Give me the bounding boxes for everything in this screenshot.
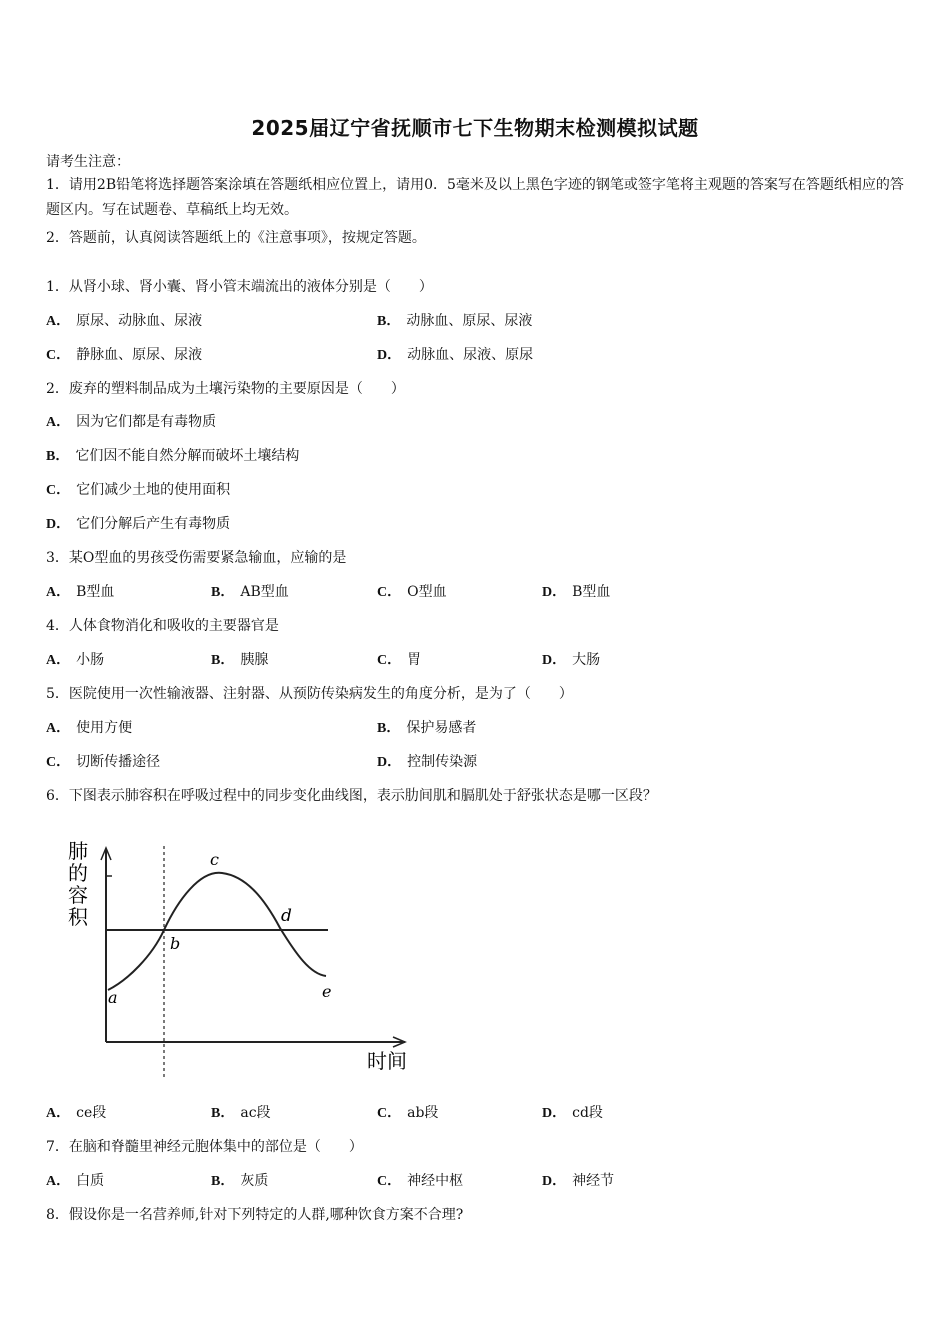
option-text: 小肠: [76, 652, 105, 668]
option-label: D．: [377, 755, 402, 770]
option-text: 胰腺: [240, 652, 269, 668]
q4-option-a[interactable]: [46, 650, 104, 671]
y-axis-label-char: 肺: [68, 839, 88, 863]
lung-volume-curve-svg: [60, 828, 420, 1082]
option-label: A．: [46, 721, 71, 736]
option-text: cd段: [572, 1105, 603, 1121]
question-4-stem: 4．人体食物消化和吸收的主要器官是: [46, 618, 279, 634]
q5-option-d[interactable]: [377, 752, 477, 773]
q2-option-c[interactable]: [46, 480, 230, 501]
q3-option-b[interactable]: [211, 582, 289, 603]
option-text: 神经节: [572, 1173, 615, 1189]
option-label: B．: [377, 721, 401, 736]
option-text: 使用方便: [76, 720, 133, 736]
option-label: A．: [46, 1106, 71, 1121]
option-label: C．: [46, 755, 71, 770]
point-label-b: b: [170, 934, 181, 953]
option-text: ce段: [76, 1105, 107, 1121]
option-label: B．: [211, 653, 235, 668]
question-7-stem: 7．在脑和脊髓里神经元胞体集中的部位是（ ）: [46, 1139, 363, 1155]
question-5-stem: 5．医院使用一次性输液器、注射器、从预防传染病发生的角度分析，是为了（ ）: [46, 686, 573, 702]
question-6-stem: 6．下图表示肺容积在呼吸过程中的同步变化曲线图，表示肋间肌和膈肌处于舒张状态是哪一区段？: [46, 788, 657, 804]
q3-option-a[interactable]: [46, 582, 114, 603]
point-label-e: e: [322, 982, 332, 1001]
option-text: 它们减少土地的使用面积: [76, 482, 231, 498]
option-label: B．: [377, 314, 401, 329]
option-text: AB型血: [240, 584, 289, 600]
option-text: 白质: [76, 1173, 105, 1189]
q3-option-d[interactable]: [542, 582, 610, 603]
option-label: A．: [46, 585, 71, 600]
option-text: 保护易感者: [406, 720, 477, 736]
q6-option-b[interactable]: [211, 1103, 271, 1124]
option-label: B．: [46, 449, 70, 464]
option-text: 它们因不能自然分解而破坏土壤结构: [75, 448, 300, 464]
q5-option-a[interactable]: [46, 718, 132, 739]
question-1-stem: 1．从肾小球、肾小囊、肾小管末端流出的液体分别是（ ）: [46, 279, 433, 295]
point-label-d: d: [281, 906, 292, 926]
option-text: 切断传播途径: [76, 754, 161, 770]
option-text: B型血: [76, 584, 115, 600]
option-text: 神经中枢: [407, 1173, 464, 1189]
q4-option-c[interactable]: [377, 650, 421, 671]
option-label: B．: [211, 1106, 235, 1121]
q4-option-d[interactable]: [542, 650, 600, 671]
option-label: B．: [211, 1174, 235, 1189]
point-label-c: c: [210, 850, 219, 869]
lung-volume-curve: [108, 873, 326, 990]
q6-option-a[interactable]: [46, 1103, 106, 1124]
option-text: 动脉血、原尿、尿液: [406, 313, 533, 329]
q3-option-c[interactable]: [377, 582, 447, 603]
option-label: D．: [542, 1174, 567, 1189]
option-text: 原尿、动脉血、尿液: [76, 313, 203, 329]
option-label: C．: [377, 1106, 402, 1121]
option-label: C．: [377, 585, 402, 600]
option-text: 灰质: [240, 1173, 269, 1189]
option-label: C．: [46, 483, 71, 498]
x-axis-label: 时间: [367, 1049, 407, 1073]
option-label: A．: [46, 314, 71, 329]
q1-option-c[interactable]: [46, 345, 202, 366]
option-label: C．: [377, 1174, 402, 1189]
q1-option-b[interactable]: [377, 311, 532, 332]
option-text: 它们分解后产生有毒物质: [76, 516, 231, 532]
option-text: 大肠: [572, 652, 601, 668]
option-text: 动脉血、尿液、原尿: [407, 347, 534, 363]
option-label: D．: [46, 517, 71, 532]
notice-item-2: 2．答题前，认真阅读答题纸上的《注意事项》，按规定答题。: [46, 230, 426, 246]
q1-option-d[interactable]: [377, 345, 533, 366]
lung-volume-figure: [60, 828, 420, 1082]
option-label: D．: [542, 1106, 567, 1121]
question-8-stem: 8．假设你是一名营养师,针对下列特定的人群,哪种饮食方案不合理?: [46, 1207, 464, 1223]
q7-option-c[interactable]: [377, 1171, 463, 1192]
option-text: 因为它们都是有毒物质: [76, 414, 217, 430]
option-label: B．: [211, 585, 235, 600]
option-text: 控制传染源: [407, 754, 478, 770]
y-axis-label-char: 的: [68, 861, 88, 885]
option-label: D．: [542, 653, 567, 668]
q2-option-a[interactable]: [46, 412, 216, 433]
q5-option-c[interactable]: [46, 752, 160, 773]
option-text: ac段: [240, 1105, 271, 1121]
notice-heading: 请考生注意：: [46, 154, 130, 170]
option-label: A．: [46, 1174, 71, 1189]
q7-option-a[interactable]: [46, 1171, 104, 1192]
q5-option-b[interactable]: [377, 718, 476, 739]
question-3-stem: 3．某O型血的男孩受伤需要紧急输血，应输的是: [46, 550, 347, 566]
option-label: D．: [542, 585, 567, 600]
y-axis-label-char: 容: [68, 883, 88, 907]
q2-option-b[interactable]: [46, 446, 299, 467]
q7-option-d[interactable]: [542, 1171, 614, 1192]
option-label: C．: [377, 653, 402, 668]
notice-item-1: 1．请用2B铅笔将选择题答案涂填在答题纸相应位置上，请用0．5毫米及以上黑色字迹的钢笔或签字笔将主观题的答案写在答题纸相应的答题区内。写在试题卷、草稿纸上均无效。: [46, 177, 904, 218]
y-axis-label-char: 积: [68, 905, 88, 929]
question-2-stem: 2．废弃的塑料制品成为土壤污染物的主要原因是（ ）: [46, 381, 405, 397]
q7-option-b[interactable]: [211, 1171, 268, 1192]
q6-option-d[interactable]: [542, 1103, 603, 1124]
point-label-a: a: [108, 988, 118, 1007]
page-title: 2025届辽宁省抚顺市七下生物期末检测模拟试题: [251, 116, 699, 140]
option-label: A．: [46, 653, 71, 668]
option-text: O型血: [407, 584, 447, 600]
option-text: B型血: [572, 584, 611, 600]
q1-option-a[interactable]: [46, 311, 202, 332]
option-text: 胃: [407, 652, 422, 668]
q2-option-d[interactable]: [46, 514, 230, 535]
q6-option-c[interactable]: [377, 1103, 438, 1124]
option-label: A．: [46, 415, 71, 430]
q4-option-b[interactable]: [211, 650, 268, 671]
option-text: 静脉血、原尿、尿液: [76, 347, 203, 363]
option-label: C．: [46, 348, 71, 363]
option-text: ab段: [407, 1105, 439, 1121]
option-label: D．: [377, 348, 402, 363]
